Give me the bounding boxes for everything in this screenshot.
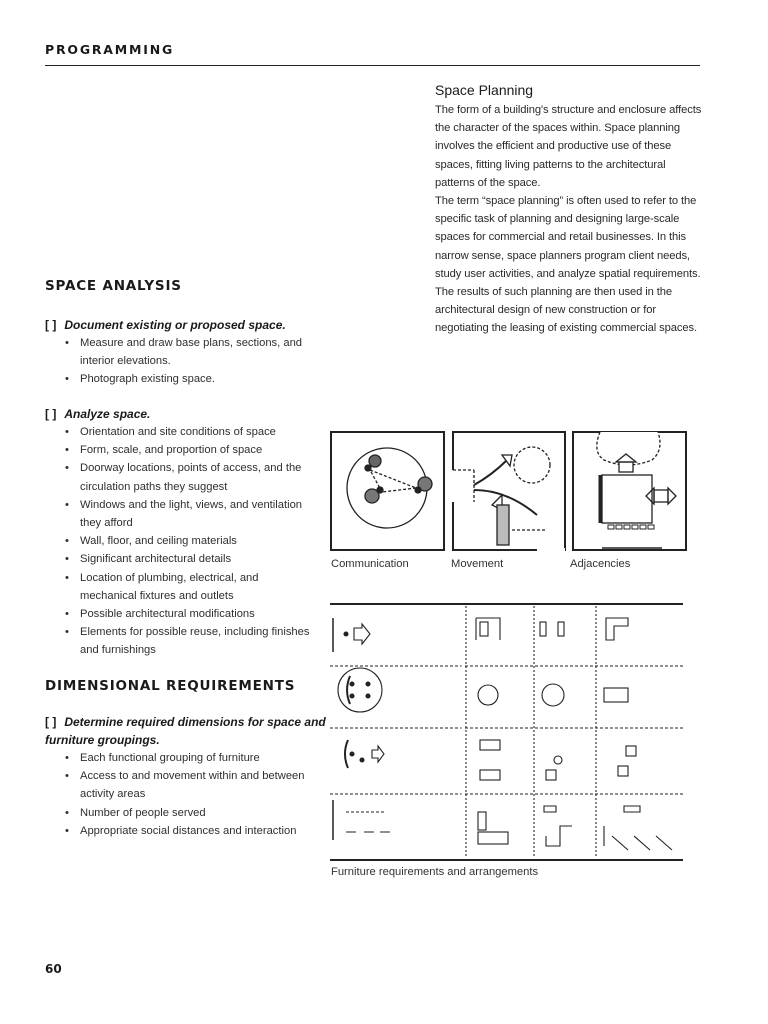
communication-diagram	[331, 432, 444, 550]
task-label: Document existing or proposed space.	[64, 318, 286, 332]
bullet-item: • Number of people served	[45, 804, 315, 822]
task-label: Analyze space.	[64, 407, 151, 421]
bullet-list	[45, 749, 335, 840]
checklist-task	[45, 405, 335, 423]
checkbox[interactable]: [ ]	[45, 715, 57, 729]
bullet-item: • Wall, floor, and ceiling materials	[45, 532, 315, 550]
checklist-group-document	[45, 316, 335, 389]
bullet-item: • Significant architectural details	[45, 550, 315, 568]
caption-furniture: Furniture requirements and arrangements	[331, 866, 539, 878]
bullet-item: • Each functional grouping of furniture	[45, 749, 315, 767]
bullet-item: • Appropriate social distances and interaction	[45, 822, 315, 840]
furniture-arrangements-diagram	[328, 600, 688, 862]
checkbox[interactable]: [ ]	[45, 407, 57, 421]
bullet-item: • Location of plumbing, electrical, and mechanical fixtures and outlets	[45, 569, 315, 605]
bullet-item: • Photograph existing space.	[45, 370, 315, 388]
checkbox[interactable]: [ ]	[45, 318, 57, 332]
bullet-item: • Possible architectural modifications	[45, 605, 315, 623]
space-analysis-heading: SPACE ANALYSIS	[45, 278, 182, 294]
bullet-item: • Windows and the light, views, and ventilation they afford	[45, 496, 315, 532]
adjacencies-diagram	[573, 432, 686, 550]
bullet-list	[45, 334, 335, 389]
checklist-task	[45, 713, 335, 749]
page-number: 60	[45, 962, 62, 976]
caption-adjacencies: Adjacencies	[570, 558, 631, 570]
checklist-group-analyze	[45, 405, 335, 660]
bullet-item: • Elements for possible reuse, including finishes and furnishings	[45, 623, 315, 659]
space-planning-paragraph-1: The form of a building's structure and enclosure affects the character of the spaces within. Space planning involves the efficient and productive use of these spaces, fitting living patterns to the architectural patterns of the space.	[435, 104, 702, 189]
movement-diagram	[453, 432, 565, 550]
caption-movement: Movement	[451, 558, 504, 570]
bullet-item: • Access to and movement within and between activity areas	[45, 767, 315, 803]
header-rule	[45, 65, 700, 66]
running-header: PROGRAMMING	[45, 42, 175, 57]
bullet-item: • Orientation and site conditions of space	[45, 423, 315, 441]
space-diagrams	[330, 430, 690, 555]
bullet-item: • Form, scale, and proportion of space	[45, 441, 315, 459]
checklist-task	[45, 316, 335, 334]
caption-communication: Communication	[331, 558, 409, 570]
space-planning-title: Space Planning	[435, 82, 534, 98]
checklist-group-dimensions	[45, 713, 335, 840]
bullet-item: • Doorway locations, points of access, and the circulation paths they suggest	[45, 459, 315, 495]
dimensional-requirements-heading: DIMENSIONAL REQUIREMENTS	[45, 678, 296, 694]
space-planning-paragraph-2: The term “space planning” is often used to refer to the specific task of planning and designing large-scale spaces for commercial and retail businesses. In this narrow sense, space planners program client needs, study user activities, and analyze spatial requirements. The results of such planning are then used in the architectural design of new construction or for negotiating the leasing of existing commercial spaces.	[435, 195, 701, 335]
bullet-list	[45, 423, 335, 660]
bullet-item: • Measure and draw base plans, sections, and interior elevations.	[45, 334, 315, 370]
task-label: Determine required dimensions for space and furniture groupings.	[45, 715, 326, 747]
